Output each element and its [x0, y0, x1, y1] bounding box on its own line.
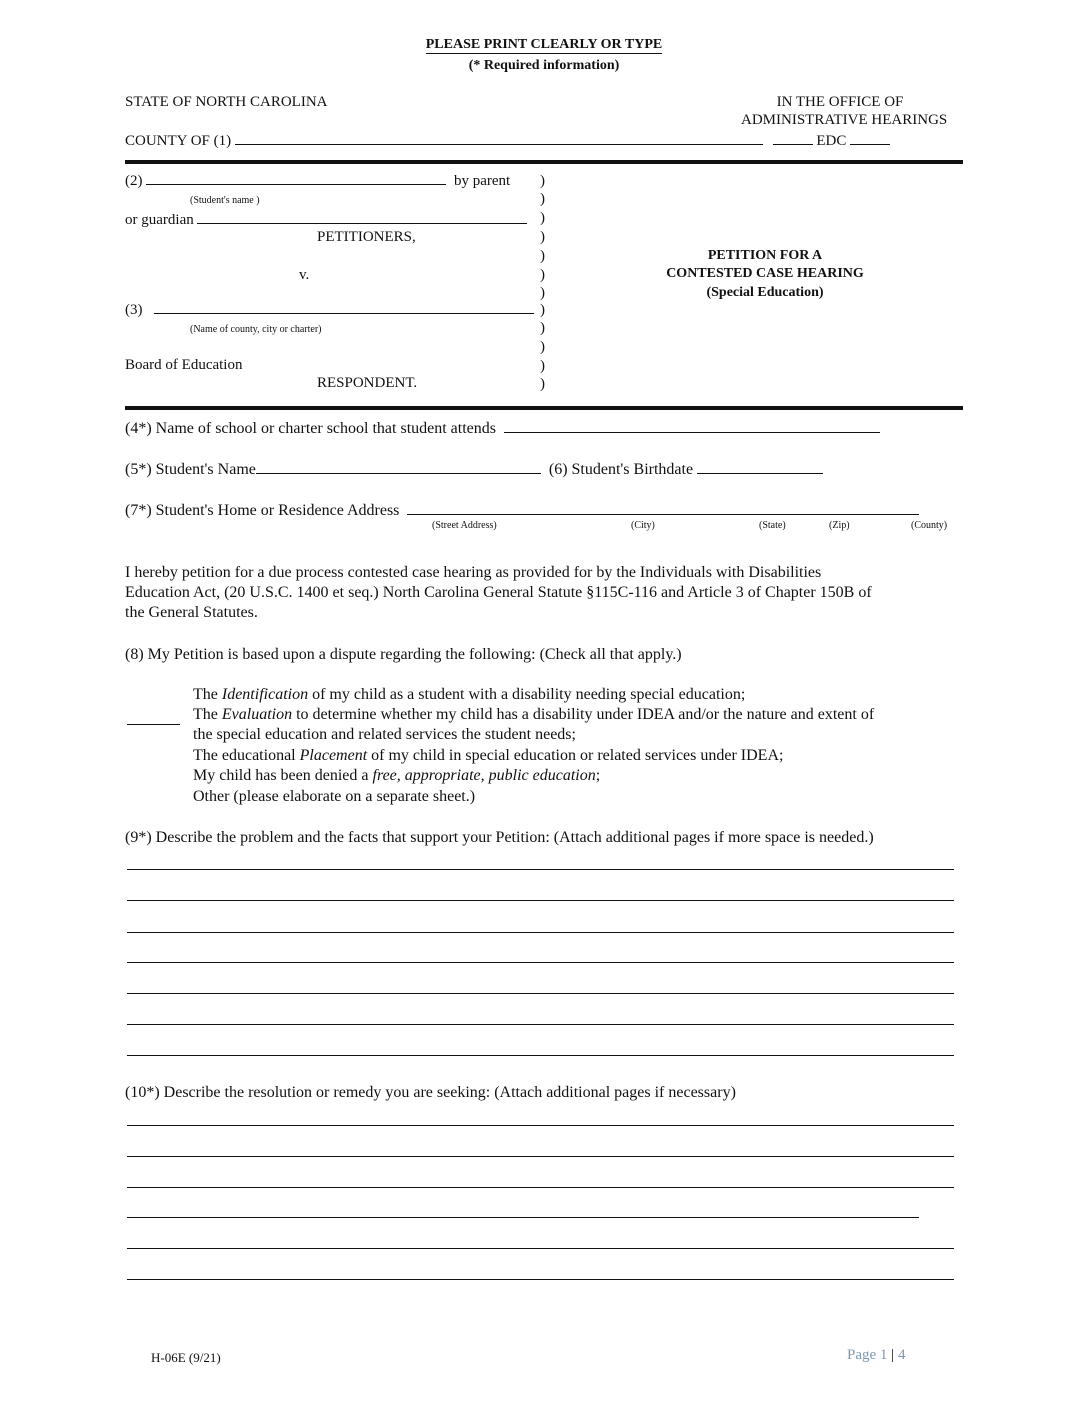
option-evaluation: The Evaluation to determine whether my child has a disability under IDEA and/or the nature and extent of — [193, 706, 875, 723]
address-input[interactable] — [407, 500, 919, 515]
student-row — [125, 459, 823, 479]
remedy-answer-line[interactable] — [127, 1125, 954, 1126]
county-hint: (Name of county, city or charter) — [190, 324, 322, 335]
birthdate-label: (6) Student's Birthdate — [548, 461, 694, 478]
address-hint-city: (City) — [631, 520, 655, 531]
address-hint-county: (County) — [911, 520, 948, 531]
item-10-prompt: (10*) Describe the resolution or remedy you are seeking: (Attach additional pages if necessary) — [125, 1084, 736, 1101]
option-placement: The educational Placement of my child in special education or related services under IDEA; — [193, 747, 784, 764]
address-label: (7*) Student's Home or Residence Address — [125, 502, 400, 519]
problem-answer-line[interactable] — [127, 962, 954, 963]
option-other: Other (please elaborate on a separate sheet.) — [193, 788, 476, 805]
item-3-number: (3) — [125, 302, 143, 318]
remedy-answer-line[interactable] — [127, 1279, 954, 1280]
county-short-input[interactable] — [773, 132, 813, 145]
respondent-label: RESPONDENT. — [317, 375, 418, 391]
caption-paren: ) — [540, 339, 545, 355]
petition-title-2: CONTESTED CASE HEARING — [666, 266, 864, 281]
top-divider — [125, 160, 963, 164]
county-row — [125, 132, 890, 150]
statement-line-2: Education Act, (20 U.S.C. 1400 et seq.) North Carolina General Statute §115C-116 and Article 3 of Chapter 150B of — [125, 584, 872, 601]
edc-label: EDC — [816, 133, 847, 149]
problem-answer-line[interactable] — [127, 1024, 954, 1025]
by-parent-label: by parent — [454, 173, 511, 189]
caption-paren: ) — [540, 358, 545, 374]
item-2-number: (2) — [125, 173, 143, 189]
caption-paren: ) — [540, 229, 545, 245]
county-label: COUNTY OF (1) — [125, 133, 232, 149]
school-input[interactable] — [504, 418, 880, 433]
page-separator: | — [891, 1347, 895, 1363]
caption-paren: ) — [540, 210, 545, 226]
page-total: 4 — [897, 1347, 906, 1363]
guardian-row — [125, 211, 527, 229]
birthdate-input[interactable] — [697, 459, 823, 474]
form-title: PLEASE PRINT CLEARLY OR TYPE — [425, 37, 663, 52]
problem-answer-line[interactable] — [127, 900, 954, 901]
edc-input[interactable] — [850, 132, 890, 145]
option-fape: My child has been denied a free, appropriate, public education; — [193, 767, 601, 784]
item-8-check-blank[interactable] — [127, 724, 180, 725]
petition-title-3: (Special Education) — [706, 285, 824, 300]
caption-paren: ) — [540, 173, 545, 189]
petitioners-label: PETITIONERS, — [317, 229, 416, 245]
caption-paren: ) — [540, 320, 545, 336]
student-name-hint: (Student's name ) — [190, 195, 260, 206]
remedy-answer-line[interactable] — [127, 1248, 954, 1249]
form-id: H-06E (9/21) — [151, 1350, 221, 1365]
caption-paren: ) — [540, 285, 545, 301]
school-row — [125, 418, 880, 438]
student-name-input[interactable] — [146, 172, 446, 185]
option-evaluation-cont: the special education and related services the student needs; — [193, 726, 576, 743]
petition-title-1: PETITION FOR A — [707, 248, 823, 263]
respondent-row — [125, 301, 534, 319]
address-hint-zip: (Zip) — [829, 520, 850, 531]
county-board-input[interactable] — [154, 301, 534, 314]
remedy-answer-line[interactable] — [127, 1217, 919, 1218]
office-line-1: IN THE OFFICE OF — [776, 94, 904, 110]
board-label: Board of Education — [125, 357, 243, 373]
statement-line-1: I hereby petition for a due process contested case hearing as provided for by the Individuals with Disabilities — [125, 564, 822, 581]
county-input[interactable] — [235, 132, 763, 145]
school-label: (4*) Name of school or charter school that student attends — [125, 420, 496, 437]
page-number: 1 — [879, 1347, 888, 1363]
office-line-2: ADMINISTRATIVE HEARINGS — [741, 112, 948, 128]
address-hint-street: (Street Address) — [432, 520, 497, 531]
statement-line-3: the General Statutes. — [125, 604, 258, 621]
versus-label: v. — [299, 267, 310, 283]
item-8-prompt: (8) My Petition is based upon a dispute regarding the following: (Check all that apply.) — [125, 646, 682, 663]
problem-answer-line[interactable] — [127, 932, 954, 933]
student-name-label: (5*) Student's Name — [125, 461, 256, 478]
petitioner-row — [125, 172, 510, 190]
or-guardian-label: or guardian — [125, 212, 194, 228]
guardian-input[interactable] — [197, 211, 527, 224]
student-name-field[interactable] — [256, 459, 541, 474]
caption-paren: ) — [540, 191, 545, 207]
caption-paren: ) — [540, 376, 545, 392]
option-identification: The Identification of my child as a student with a disability needing special education; — [193, 686, 746, 703]
page-label: Page — [847, 1347, 877, 1363]
problem-answer-line[interactable] — [127, 993, 954, 994]
caption-paren: ) — [540, 302, 545, 318]
problem-answer-line[interactable] — [127, 869, 954, 870]
caption-paren: ) — [540, 267, 545, 283]
page-indicator — [847, 1347, 905, 1364]
address-hint-state: (State) — [759, 520, 786, 531]
remedy-answer-line[interactable] — [127, 1156, 954, 1157]
caption-divider — [125, 406, 963, 410]
problem-answer-line[interactable] — [127, 1055, 954, 1056]
remedy-answer-line[interactable] — [127, 1187, 954, 1188]
state-label: STATE OF NORTH CAROLINA — [125, 94, 328, 110]
required-note: (* Required information) — [468, 58, 620, 73]
address-row — [125, 500, 919, 520]
caption-paren: ) — [540, 248, 545, 264]
item-9-prompt: (9*) Describe the problem and the facts that support your Petition: (Attach additional pages if more space is needed.) — [125, 829, 874, 846]
